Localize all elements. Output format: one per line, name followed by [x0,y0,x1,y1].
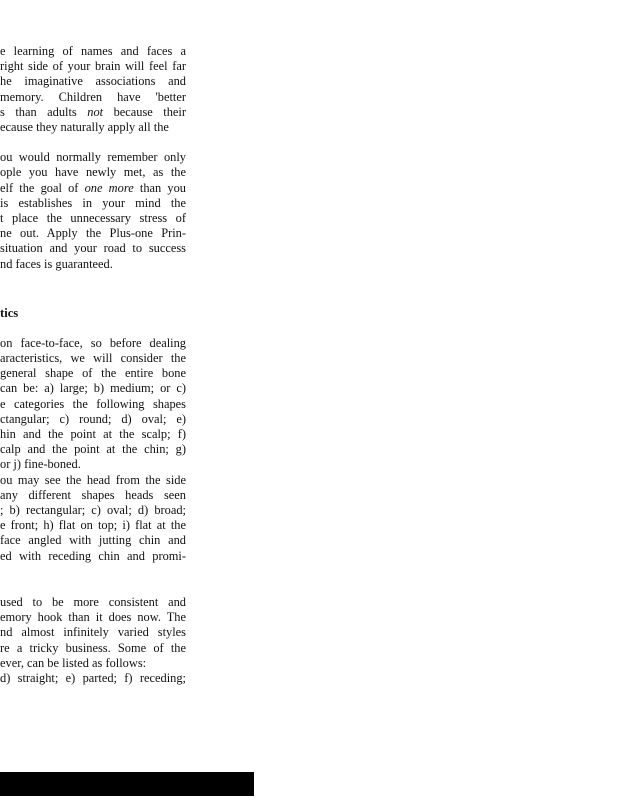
section-heading: tics [0,305,19,320]
text-line: s than adults not because their [0,104,186,119]
text-line: t place the unnecessary stress of [0,211,186,226]
scan-edge-bar [0,772,254,796]
text-line: ecause they naturally apply all the [0,120,169,135]
text-line: ctangular; c) round; d) oval; e) [0,411,186,426]
text-line: ou may see the head from the side [0,472,186,487]
text-line: ; b) rectangular; c) oval; d) broad; [0,503,186,518]
text-line: emory hook than it does now. The [0,610,186,625]
text-line: re a tricky business. Some of the [0,640,186,655]
text-line: e front; h) flat on top; i) flat at the [0,518,186,533]
text-line: general shape of the entire bone [0,366,186,381]
text-line: can be: a) large; b) medium; or c) [0,381,186,396]
text-line: d) straight; e) parted; f) receding; [0,670,186,685]
text-line: ople you have newly met, as the [0,165,186,180]
text-line: right side of your brain will feel far [0,59,186,74]
text-line: ne out. Apply the Plus-one Prin- [0,226,186,241]
text-line: aracteristics, we will consider the [0,351,186,366]
text-line: he imaginative associations and [0,74,186,89]
text-line: used to be more consistent and [0,594,186,609]
text-line: e learning of names and faces a [0,44,186,58]
text-line: elf the goal of one more than you [0,180,186,195]
paragraph-2 [0,150,186,272]
paragraph-1 [0,44,186,135]
text-line: situation and your road to success [0,241,186,256]
paragraph-4 [0,595,186,686]
text-line: ever, can be listed as follows: [0,655,147,670]
text-line: ed with receding chin and promi- [0,548,186,563]
text-line: hin and the point at the scalp; f) [0,427,186,442]
text-line: nd almost infinitely varied styles [0,625,186,640]
text-line: nd faces is guaranteed. [0,256,113,271]
text-line: face angled with jutting chin and [0,533,186,548]
text-line: calp and the point at the chin; g) [0,442,186,457]
text-line: is establishes in your mind the [0,195,186,210]
text-column [0,44,186,686]
paragraph-3 [0,336,186,564]
text-line: any different shapes heads seen [0,487,186,502]
text-line: e categories the following shapes [0,396,186,411]
text-line: memory. Children have 'better [0,89,186,104]
text-line: on face-to-face, so before dealing [0,335,186,350]
text-line: or j) fine-boned. [0,457,81,472]
text-line: ou would normally remember only [0,150,186,165]
